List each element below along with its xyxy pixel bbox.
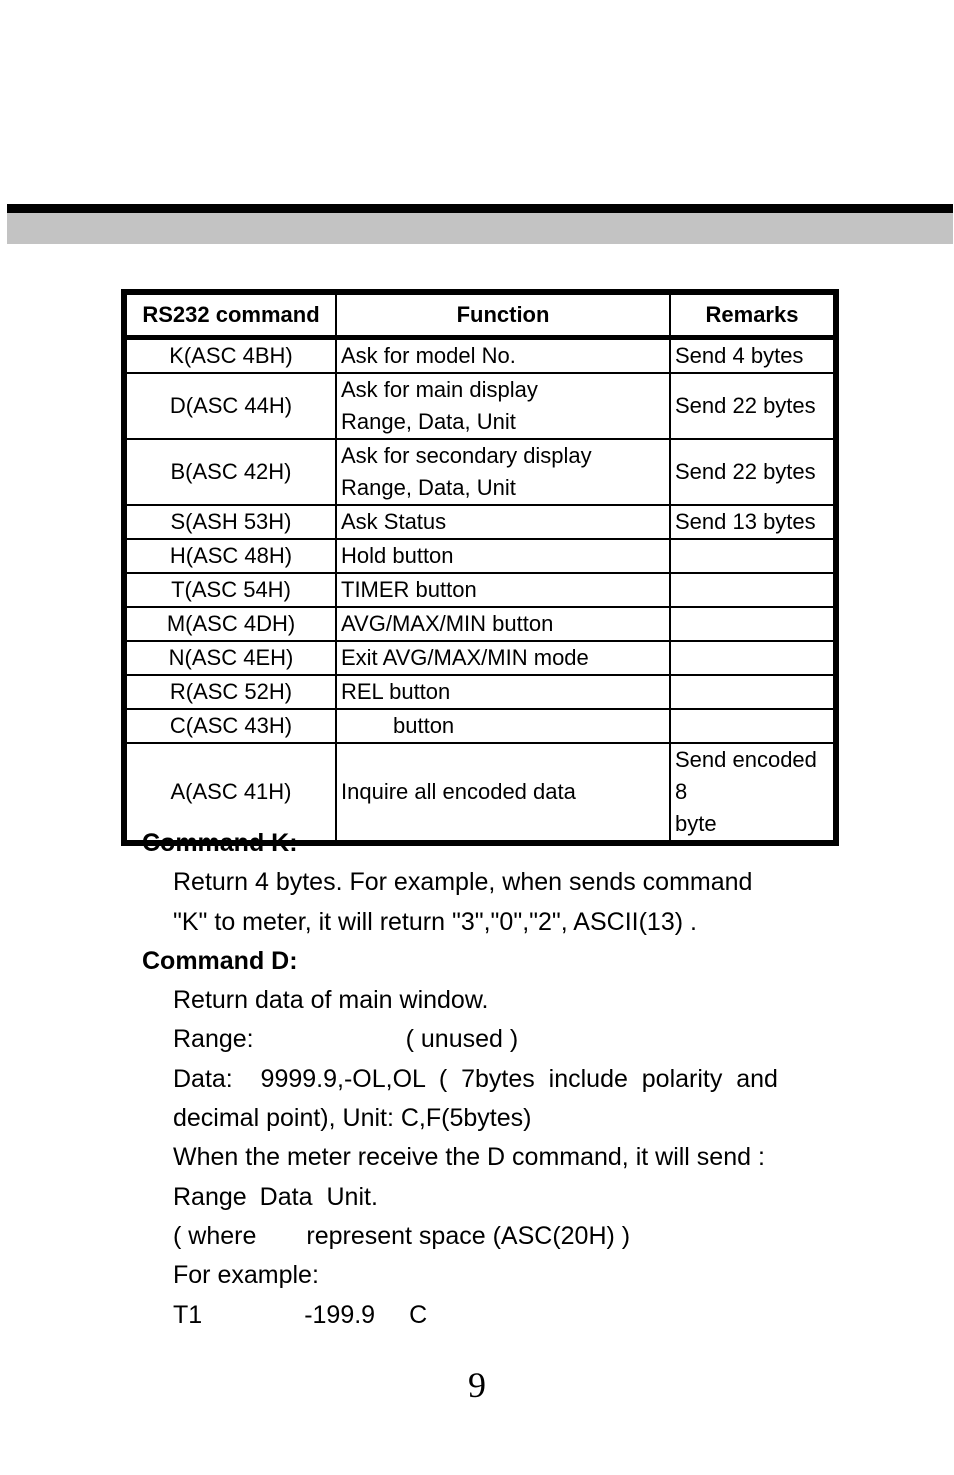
function-cell: button — [336, 709, 670, 743]
command-cell: D(ASC 44H) — [124, 373, 336, 439]
example-data: -199.9 — [304, 1300, 376, 1329]
remarks-cell — [670, 675, 836, 709]
table-row — [124, 539, 836, 573]
command-cell: R(ASC 52H) — [124, 675, 336, 709]
table-row — [124, 709, 836, 743]
function-cell: Exit AVG/MAX/MIN mode — [336, 641, 670, 675]
where-line — [142, 1217, 834, 1256]
command-d-heading: Command D: — [142, 946, 298, 975]
range-value: ( unused ) — [405, 1025, 519, 1054]
remarks-cell: Send 4 bytes — [670, 338, 836, 374]
function-cell: AVG/MAX/MIN button — [336, 607, 670, 641]
range-label: Range: — [173, 1025, 254, 1054]
range-line — [142, 1020, 834, 1059]
data-line: Data: 9999.9,-OL,OL ( 7bytes include polarity and — [173, 1064, 778, 1093]
format-line — [142, 1178, 834, 1217]
remarks-cell — [670, 641, 836, 675]
command-cell: M(ASC 4DH) — [124, 607, 336, 641]
function-line: Ask for secondary display — [341, 443, 592, 468]
where-text: represent space (ASC(20H) ) — [306, 1221, 631, 1250]
command-cell: A(ASC 41H) — [124, 743, 336, 843]
table-row — [124, 641, 836, 675]
remarks-line: byte — [675, 811, 717, 836]
command-cell: B(ASC 42H) — [124, 439, 336, 505]
command-cell: H(ASC 48H) — [124, 539, 336, 573]
header-rule — [7, 204, 953, 213]
data-line: decimal point), Unit: C,F(5bytes) — [173, 1104, 532, 1133]
function-cell: Hold button — [336, 539, 670, 573]
function-cell: REL button — [336, 675, 670, 709]
header-command: RS232 command — [124, 292, 336, 338]
remarks-line: Send encoded 8 — [675, 747, 817, 804]
table-row — [124, 338, 836, 374]
example-range: T1 — [173, 1300, 203, 1329]
function-cell — [336, 439, 670, 505]
command-d-text-line: Return data of main window. — [173, 986, 489, 1015]
table-row — [124, 439, 836, 505]
table-header-row — [124, 292, 836, 338]
command-cell: K(ASC 4BH) — [124, 338, 336, 374]
function-line: Ask for main display — [341, 377, 538, 402]
command-k-heading: Command K: — [142, 829, 298, 857]
remarks-cell — [670, 607, 836, 641]
table-row — [124, 573, 836, 607]
rs232-command-table — [121, 289, 839, 846]
table-row — [124, 607, 836, 641]
command-k-text-line: "K" to meter, it will return "3","0","2", ASCII(13) . — [173, 907, 697, 936]
remarks-cell — [670, 709, 836, 743]
function-cell — [336, 373, 670, 439]
table-row — [124, 505, 836, 539]
command-k-text-line: Return 4 bytes. For example, when sends command — [173, 868, 753, 897]
function-cell: TIMER button — [336, 573, 670, 607]
example-line — [142, 1296, 834, 1335]
command-cell: T(ASC 54H) — [124, 573, 336, 607]
table-row — [124, 373, 836, 439]
remarks-cell: Send 22 bytes — [670, 439, 836, 505]
command-cell: N(ASC 4EH) — [124, 641, 336, 675]
header-function: Function — [336, 292, 670, 338]
format-data: Data — [259, 1182, 313, 1211]
header-remarks: Remarks — [670, 292, 836, 338]
table-row — [124, 675, 836, 709]
header-band — [7, 213, 953, 244]
function-cell: Ask for model No. — [336, 338, 670, 374]
command-description — [142, 824, 834, 1335]
command-cell: S(ASH 53H) — [124, 505, 336, 539]
function-line: Range, Data, Unit — [341, 475, 516, 500]
example-label: For example: — [173, 1261, 319, 1290]
where-prefix: ( where — [173, 1221, 257, 1250]
format-unit: Unit. — [326, 1182, 378, 1211]
example-unit: C — [409, 1300, 428, 1329]
function-cell: Inquire all encoded data — [336, 743, 670, 843]
remarks-cell: Send 13 bytes — [670, 505, 836, 539]
function-line: Range, Data, Unit — [341, 409, 516, 434]
function-cell: Ask Status — [336, 505, 670, 539]
remarks-cell: Send 22 bytes — [670, 373, 836, 439]
page-number: 9 — [468, 1365, 486, 1405]
command-cell: C(ASC 43H) — [124, 709, 336, 743]
remarks-cell — [670, 539, 836, 573]
remarks-cell — [670, 573, 836, 607]
format-range: Range — [173, 1182, 247, 1211]
send-line: When the meter receive the D command, it will send : — [173, 1143, 765, 1172]
